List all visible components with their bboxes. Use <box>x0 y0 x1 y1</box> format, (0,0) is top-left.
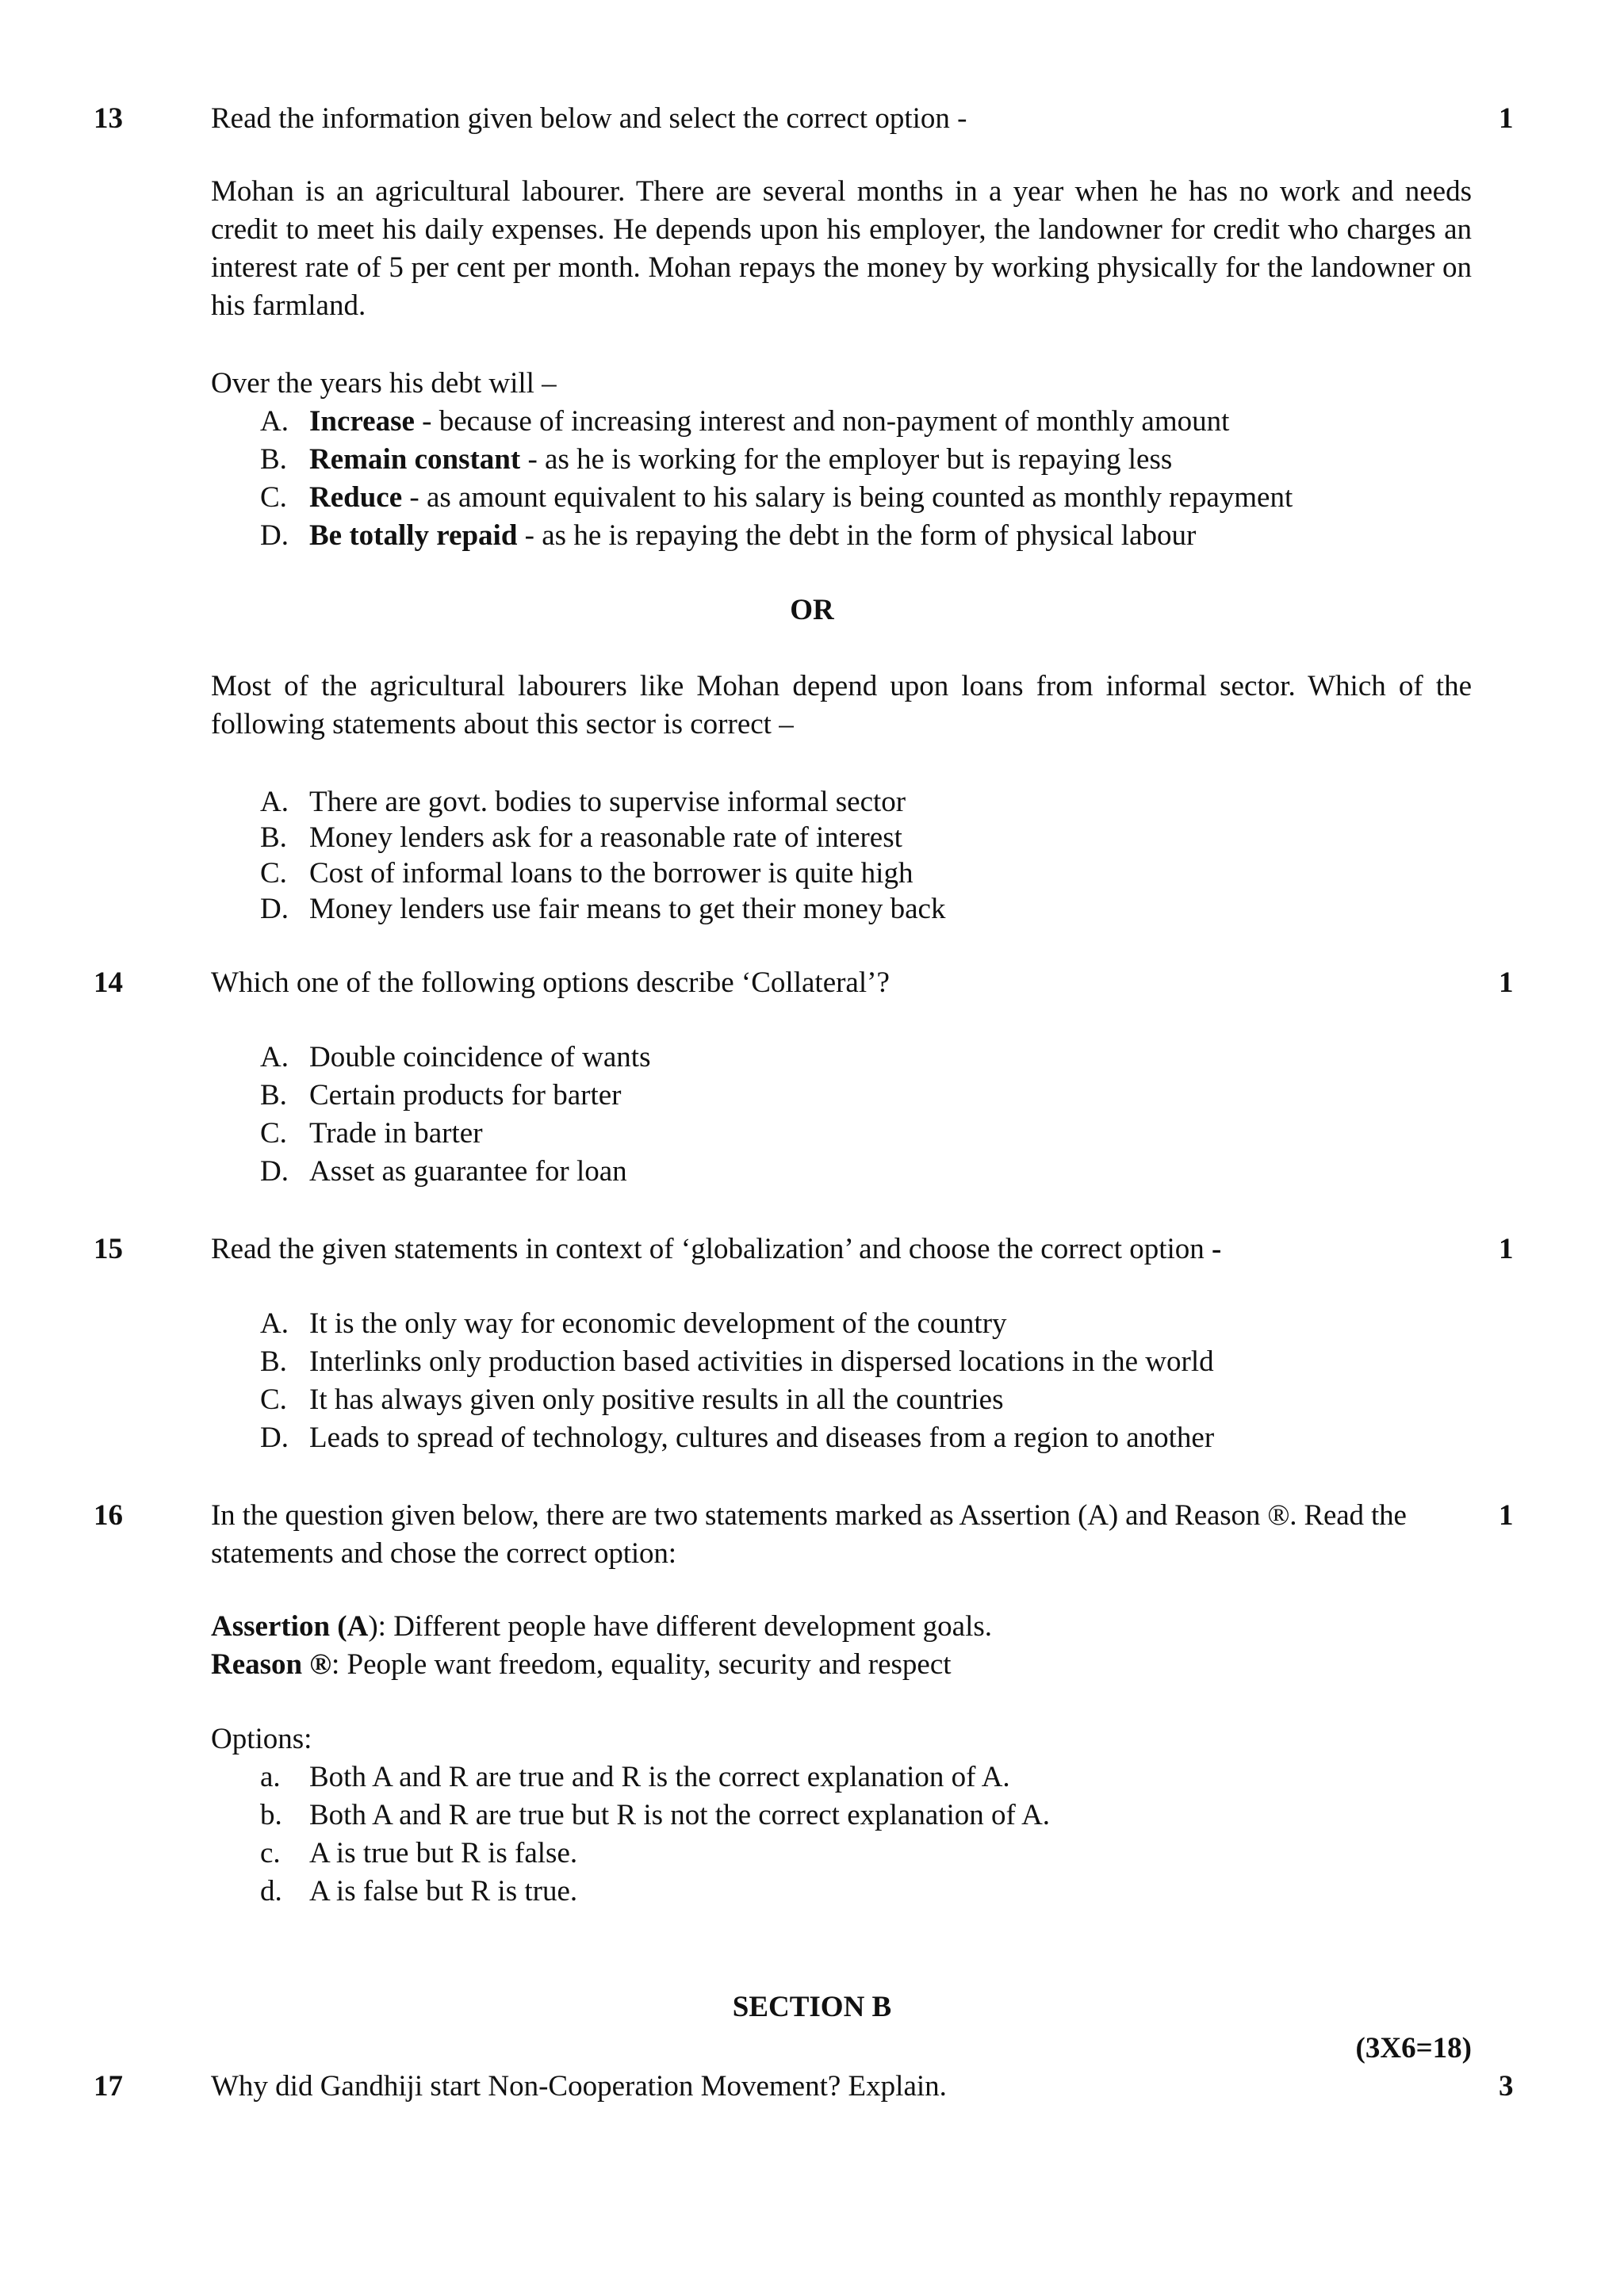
option-text: Money lenders ask for a reasonable rate of interest <box>309 821 902 854</box>
alt-option-b <box>211 819 1472 857</box>
option-a <box>211 403 1472 441</box>
option-c <box>211 1115 1472 1153</box>
or-divider: OR <box>790 594 834 626</box>
option-c <box>211 1381 1472 1419</box>
assertion-text: ): Different people have different development goals. <box>368 1610 992 1643</box>
option-b <box>211 1077 1472 1115</box>
option-d <box>211 1153 1472 1191</box>
option-label: D. <box>260 1422 289 1454</box>
question-number: 16 <box>94 1499 123 1532</box>
option-label: C. <box>260 857 287 890</box>
alt-option-c <box>211 855 1472 893</box>
option-label: d. <box>260 1875 282 1908</box>
option-label: B. <box>260 443 287 476</box>
option-c <box>211 1835 1472 1873</box>
question-prompt: Read the information given below and select the correct option - <box>211 102 967 135</box>
option-text: A is false but R is true. <box>309 1875 578 1908</box>
question-prompt: Read the given statements in context of ‘globalization’ and choose the correct option - <box>211 1233 1222 1265</box>
option-text: - because of increasing interest and non-payment of monthly amount <box>414 405 1230 438</box>
option-a <box>211 1305 1472 1343</box>
option-label: B. <box>260 1079 287 1112</box>
question-prompt: Why did Gandhiji start Non-Cooperation Movement? Explain. <box>211 2070 947 2103</box>
option-text: Asset as guarantee for loan <box>309 1155 627 1188</box>
option-text: Leads to spread of technology, cultures and diseases from a region to another <box>309 1422 1215 1454</box>
option-label: D. <box>260 1155 289 1188</box>
question-marks: 1 <box>1499 1499 1514 1532</box>
option-b <box>211 1343 1472 1381</box>
option-label: C. <box>260 1383 287 1416</box>
option-text: Trade in barter <box>309 1117 483 1150</box>
option-text: A is true but R is false. <box>309 1837 578 1869</box>
option-text: Interlinks only production based activities in dispersed locations in the world <box>309 1345 1214 1378</box>
option-d <box>211 1873 1472 1911</box>
section-title: SECTION B <box>732 1991 892 2023</box>
option-a <box>211 1758 1472 1797</box>
option-d <box>211 1419 1472 1457</box>
option-keyword: Be totally repaid <box>309 519 518 552</box>
assertion-label: Assertion (A <box>211 1610 369 1643</box>
option-text: Double coincidence of wants <box>309 1041 651 1073</box>
option-text: It has always given only positive results in all the countries <box>309 1383 1004 1416</box>
reason-label: Reason ® <box>211 1648 332 1681</box>
section-marks-scheme: (3X6=18) <box>1355 2032 1472 2064</box>
option-label: B. <box>260 821 287 854</box>
option-keyword: Reduce <box>309 481 403 514</box>
option-keyword: Remain constant <box>309 443 521 476</box>
reason <box>211 1646 1472 1684</box>
question-marks: 3 <box>1499 2070 1514 2103</box>
option-text: Cost of informal loans to the borrower is quite high <box>309 857 914 890</box>
option-text: - as amount equivalent to his salary is being counted as monthly repayment <box>402 481 1293 514</box>
question-marks: 1 <box>1499 966 1514 999</box>
option-label: B. <box>260 1345 287 1378</box>
option-label: C. <box>260 1117 287 1150</box>
question-prompt: Which one of the following options describe ‘Collateral’? <box>211 966 890 999</box>
reason-text: : People want freedom, equality, security and respect <box>331 1648 952 1681</box>
question-number: 13 <box>94 102 123 135</box>
option-d <box>211 517 1472 555</box>
alternate-question-prompt: Most of the agricultural labourers like Mohan depend upon loans from informal sector. Which of the following statements about this sector is correct – <box>211 670 1472 740</box>
option-text: Money lenders use fair means to get their money back <box>309 893 946 925</box>
question-marks: 1 <box>1499 102 1514 135</box>
option-label: A. <box>260 786 289 818</box>
option-b <box>211 1797 1472 1835</box>
assertion <box>211 1608 1472 1646</box>
option-text: It is the only way for economic development of the country <box>309 1307 1007 1340</box>
option-keyword: Increase <box>309 405 415 438</box>
option-text: There are govt. bodies to supervise informal sector <box>309 786 906 818</box>
option-label: A. <box>260 1307 289 1340</box>
option-b <box>211 441 1472 479</box>
option-text: - as he is working for the employer but is repaying less <box>520 443 1173 476</box>
option-label: A. <box>260 405 289 438</box>
question-number: 15 <box>94 1233 123 1265</box>
option-label: D. <box>260 519 289 552</box>
options-lead: Over the years his debt will – <box>211 367 557 400</box>
option-label: D. <box>260 893 289 925</box>
option-label: C. <box>260 481 287 514</box>
option-label: b. <box>260 1799 282 1831</box>
option-label: a. <box>260 1761 281 1793</box>
option-c <box>211 479 1472 517</box>
question-number: 14 <box>94 966 123 999</box>
question-marks: 1 <box>1499 1233 1514 1265</box>
option-label: A. <box>260 1041 289 1073</box>
alt-option-a <box>211 783 1472 821</box>
options-heading: Options: <box>211 1723 312 1755</box>
option-text: Both A and R are true and R is the correct explanation of A. <box>309 1761 1010 1793</box>
option-text: Both A and R are true but R is not the correct explanation of A. <box>309 1799 1051 1831</box>
question-number: 17 <box>94 2070 123 2103</box>
option-text: - as he is repaying the debt in the form of physical labour <box>517 519 1197 552</box>
case-passage: Mohan is an agricultural labourer. There are several months in a year when he has no work and needs credit to meet his daily expenses. He depends upon his employer, the landowner for credit who charges an interest rate of 5 per cent per month. Mohan repays the money by working physically for the landowner on his farmland. <box>211 175 1472 322</box>
option-label: c. <box>260 1837 281 1869</box>
question-prompt: In the question given below, there are two statements marked as Assertion (A) and Reason ®. Read the statements and chose the correct option: <box>211 1499 1407 1570</box>
option-text: Certain products for barter <box>309 1079 622 1112</box>
alt-option-d <box>211 890 1472 928</box>
option-a <box>211 1039 1472 1077</box>
